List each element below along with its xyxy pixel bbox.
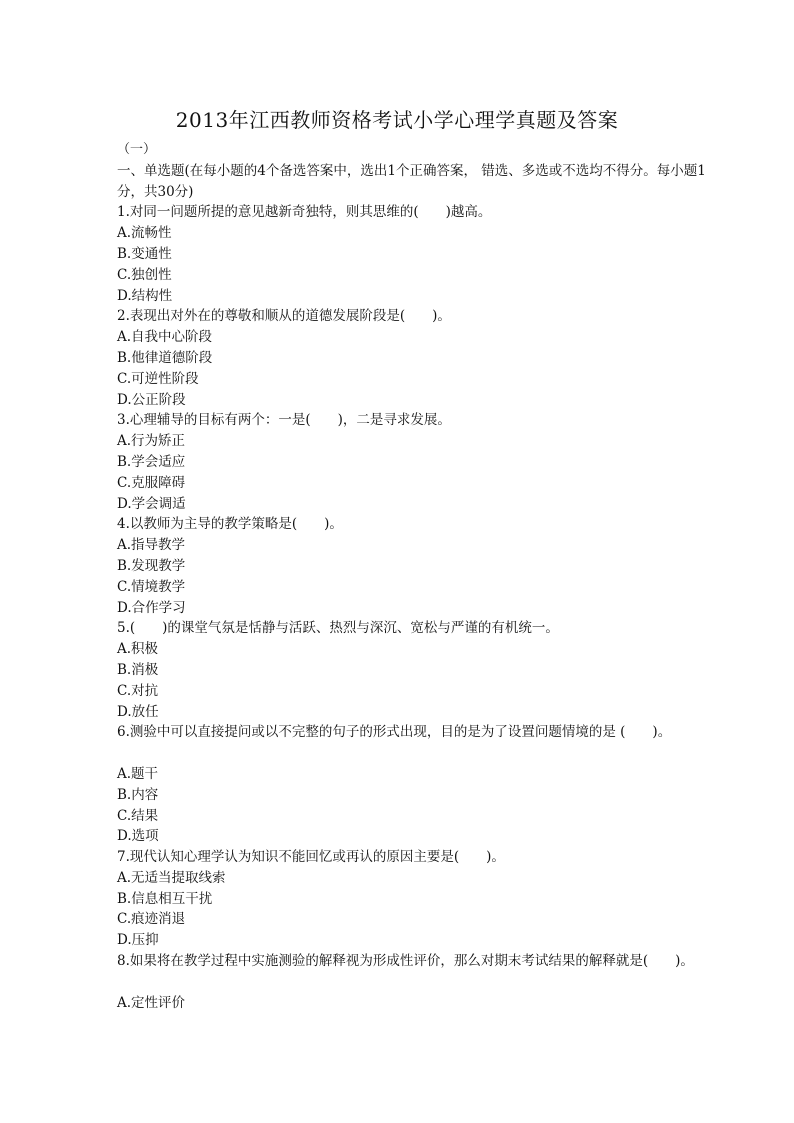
answer-option: D.结构性 [117, 287, 173, 304]
answer-option: C.可逆性阶段 [117, 370, 199, 387]
answer-option: B.消极 [117, 661, 159, 678]
answer-option: B.信息相互干扰 [117, 890, 213, 907]
answer-option: A.指导教学 [117, 537, 186, 554]
answer-option: B.学会适应 [117, 453, 186, 470]
document-body [117, 140, 717, 1013]
blank-line [117, 972, 717, 993]
question [117, 514, 717, 618]
answer-option: D.压抑 [117, 932, 159, 949]
question [117, 847, 717, 951]
answer-option: D.合作学习 [117, 599, 186, 616]
answer-option: C.痕迹消退 [117, 911, 186, 928]
answer-option: C.克服障碍 [117, 474, 186, 491]
question-stem: 6.测验中可以直接提问或以不完整的句子的形式出现，目的是为了设置问题情境的是 ( )。 [117, 724, 672, 741]
answer-option: C.独创性 [117, 266, 172, 283]
section-label: （一） [117, 142, 157, 157]
answer-option: A.行为矫正 [117, 433, 186, 450]
question-stem: 7.现代认知心理学认为知识不能回忆或再认的原因主要是( )。 [117, 849, 505, 866]
answer-option: C.情境教学 [117, 578, 186, 595]
question [117, 618, 717, 722]
question [117, 722, 717, 847]
question [117, 306, 717, 410]
answer-option: A.题干 [117, 765, 159, 782]
answer-option: A.定性评价 [117, 994, 186, 1011]
answer-option: A.无适当提取线索 [117, 869, 226, 886]
question-stem: 8.如果将在教学过程中实施测验的解释视为形成性评价，那么对期末考试结果的解释就是( )。 [117, 953, 694, 970]
answer-option: D.学会调适 [117, 495, 186, 512]
answer-option: D.选项 [117, 828, 159, 845]
question-stem: 5.( )的课堂气氛是恬静与活跃、热烈与深沉、宽松与严谨的有机统一。 [117, 620, 559, 637]
answer-option: B.他律道德阶段 [117, 349, 213, 366]
answer-option: D.放任 [117, 703, 159, 720]
answer-option: C.结果 [117, 807, 159, 824]
answer-option: C.对抗 [117, 682, 159, 699]
answer-option: A.积极 [117, 641, 159, 658]
answer-option: A.自我中心阶段 [117, 329, 213, 346]
document-title: 2013年江西教师资格考试小学心理学真题及答案 [175, 108, 619, 132]
answer-option: D.公正阶段 [117, 391, 186, 408]
question [117, 202, 717, 306]
answer-option: B.变通性 [117, 245, 172, 262]
answer-option: B.发现教学 [117, 557, 186, 574]
question-stem: 2.表现出对外在的尊敬和顺从的道德发展阶段是( )。 [117, 308, 451, 325]
answer-option: B.内容 [117, 786, 159, 803]
blank-line [117, 743, 717, 764]
question-stem: 3.心理辅导的目标有两个：一是( )，二是寻求发展。 [117, 412, 451, 429]
answer-option: A.流畅性 [117, 225, 172, 242]
question [117, 951, 717, 1013]
question [117, 410, 717, 514]
question-stem: 1.对同一问题所提的意见越新奇独特，则其思维的( )越高。 [117, 204, 492, 221]
question-stem: 4.以教师为主导的教学策略是( )。 [117, 516, 343, 533]
section-instructions: 一、单选题(在每小题的4个备选答案中，选出1个正确答案， 错选、多选或不选均不得分。每小题1分，共30分) [117, 162, 706, 200]
